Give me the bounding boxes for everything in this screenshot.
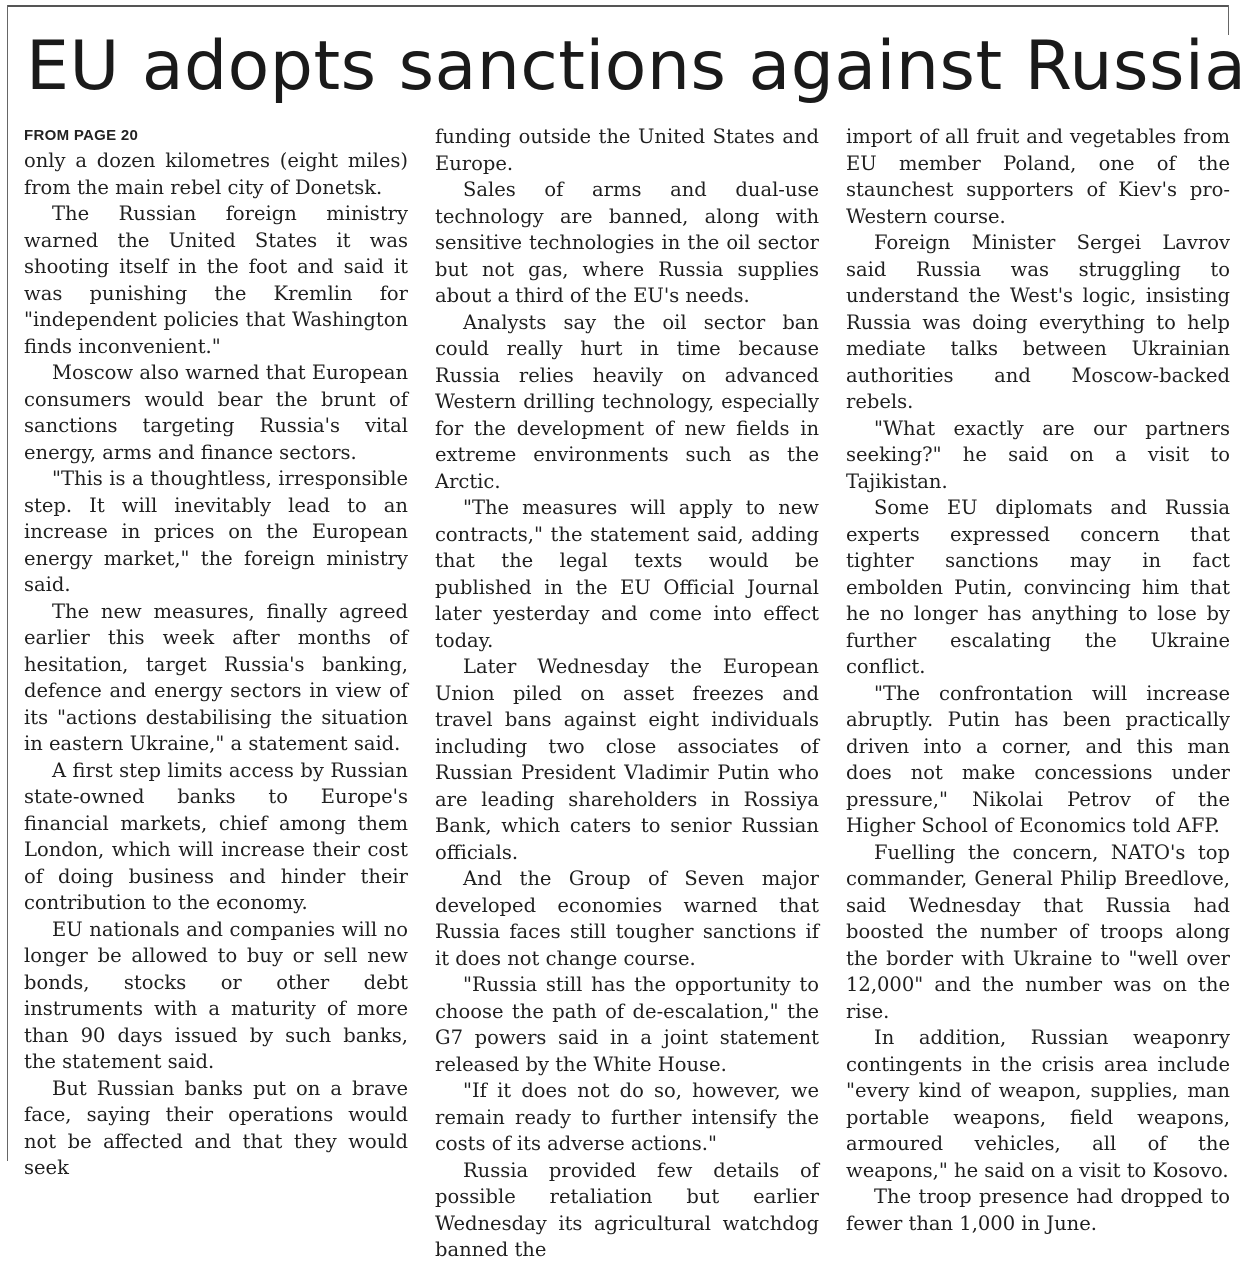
paragraph: Fuelling the concern, NATO's top commander, General Philip Breedlove, said Wednesday that Russia had boosted the number of troops along the border with Ukraine to "well over 12,000" and the number was on the rise. (846, 840, 1230, 1023)
paragraph: A first step limits access by Russian state-owned banks to Europe's financial markets, chief among them London, which will increase their cost of doing business and hinder their contribution to the economy. (24, 758, 408, 914)
paragraph: Moscow also warned that European consumers would bear the brunt of sanctions targeting Russia's vital energy, arms and finance sectors. (24, 361, 408, 464)
paragraph: In addition, Russian weaponry contingents in the crisis area include "every kind of weapon, supplies, man portable weapons, field weapons, armoured vehicles, all of the weapons," he said on a visit to Kosovo. (846, 1026, 1230, 1182)
paragraph: EU nationals and companies will no longer be allowed to buy or sell new bonds, stocks or other debt instruments with a maturity of more than 90 days issued by such banks, the statement said. (24, 917, 408, 1073)
paragraph: Russia provided few details of possible retaliation but earlier Wednesday its agricultural watchdog banned the (435, 1158, 819, 1261)
paragraph: "Russia still has the opportunity to choose the path of de-escalation," the G7 powers said in a joint statement released by the White House. (435, 973, 819, 1076)
headline: EU adopts sanctions against Russia (26, 27, 1246, 106)
paragraph: Foreign Minister Sergei Lavrov said Russia was struggling to understand the West's logic, insisting Russia was doing everything to help mediate talks between Ukrainian authorities and Moscow-backed rebels. (846, 231, 1230, 413)
top-rule (8, 5, 1229, 7)
paragraph: The troop presence had dropped to fewer than 1,000 in June. (846, 1185, 1230, 1235)
article-column-3 (846, 124, 1230, 1235)
paragraph: import of all fruit and vegetables from EU member Poland, one of the staunchest supporters of Kiev's pro-Western course. (846, 125, 1230, 228)
paragraph: Later Wednesday the European Union piled on asset freezes and travel bans against eight individuals including two close associates of Russian President Vladimir Putin who are leading shareholders in Rossiya Bank, which caters to senior Russian officials. (435, 655, 819, 864)
paragraph: The new measures, finally agreed earlier this week after months of hesitation, target Russia's banking, defence and energy sectors in view of its "actions destabilising the situation in eastern Ukraine," a statement said. (24, 599, 408, 755)
paragraph: And the Group of Seven major developed economies warned that Russia faces still tougher sanctions if it does not change course. (435, 867, 819, 970)
left-rule (7, 5, 8, 1161)
paragraph: Sales of arms and dual-use technology are banned, along with sensitive technologies in the oil sector but not gas, where Russia supplies about a third of the EU's needs. (435, 178, 819, 307)
article-column-1 (24, 124, 408, 1179)
paragraph: funding outside the United States and Europe. (435, 125, 819, 175)
paragraph: "What exactly are our partners seeking?" he said on a visit to Tajikistan. (846, 416, 1230, 493)
paragraph: But Russian banks put on a brave face, saying their operations would not be affected and that they would seek (24, 1076, 408, 1179)
paragraph: "This is a thoughtless, irresponsible step. It will inevitably lead to an increase in prices on the European energy market," the foreign ministry said. (24, 467, 408, 596)
paragraph: The Russian foreign ministry warned the United States it was shooting itself in the foot and said it was punishing the Kremlin for "independent policies that Washington finds inconvenient." (24, 202, 408, 358)
paragraph: "If it does not do so, however, we remain ready to further intensify the costs of its adverse actions." (435, 1079, 819, 1155)
paragraph: Some EU diplomats and Russia experts expressed concern that tighter sanctions may in fact embolden Putin, convincing him that he no longer has anything to lose by further escalating the Ukraine conflict. (846, 496, 1230, 678)
jump-line: FROM PAGE 20 (24, 127, 139, 144)
paragraph: only a dozen kilometres (eight miles) from the main rebel city of Donetsk. (24, 149, 408, 199)
paragraph: Analysts say the oil sector ban could really hurt in time because Russia relies heavily on advanced Western drilling technology, especially for the development of new fields in extreme environments such as the Arctic. (435, 310, 819, 493)
paragraph: "The measures will apply to new contracts," the statement said, adding that the legal texts would be published in the EU Official Journal later yesterday and come into effect today. (435, 496, 819, 652)
paragraph: "The confrontation will increase abruptly. Putin has been practically driven into a corner, and this man does not make concessions under pressure," Nikolai Petrov of the Higher School of Economics told AFP. (846, 681, 1230, 837)
article-column-2 (435, 124, 819, 1261)
